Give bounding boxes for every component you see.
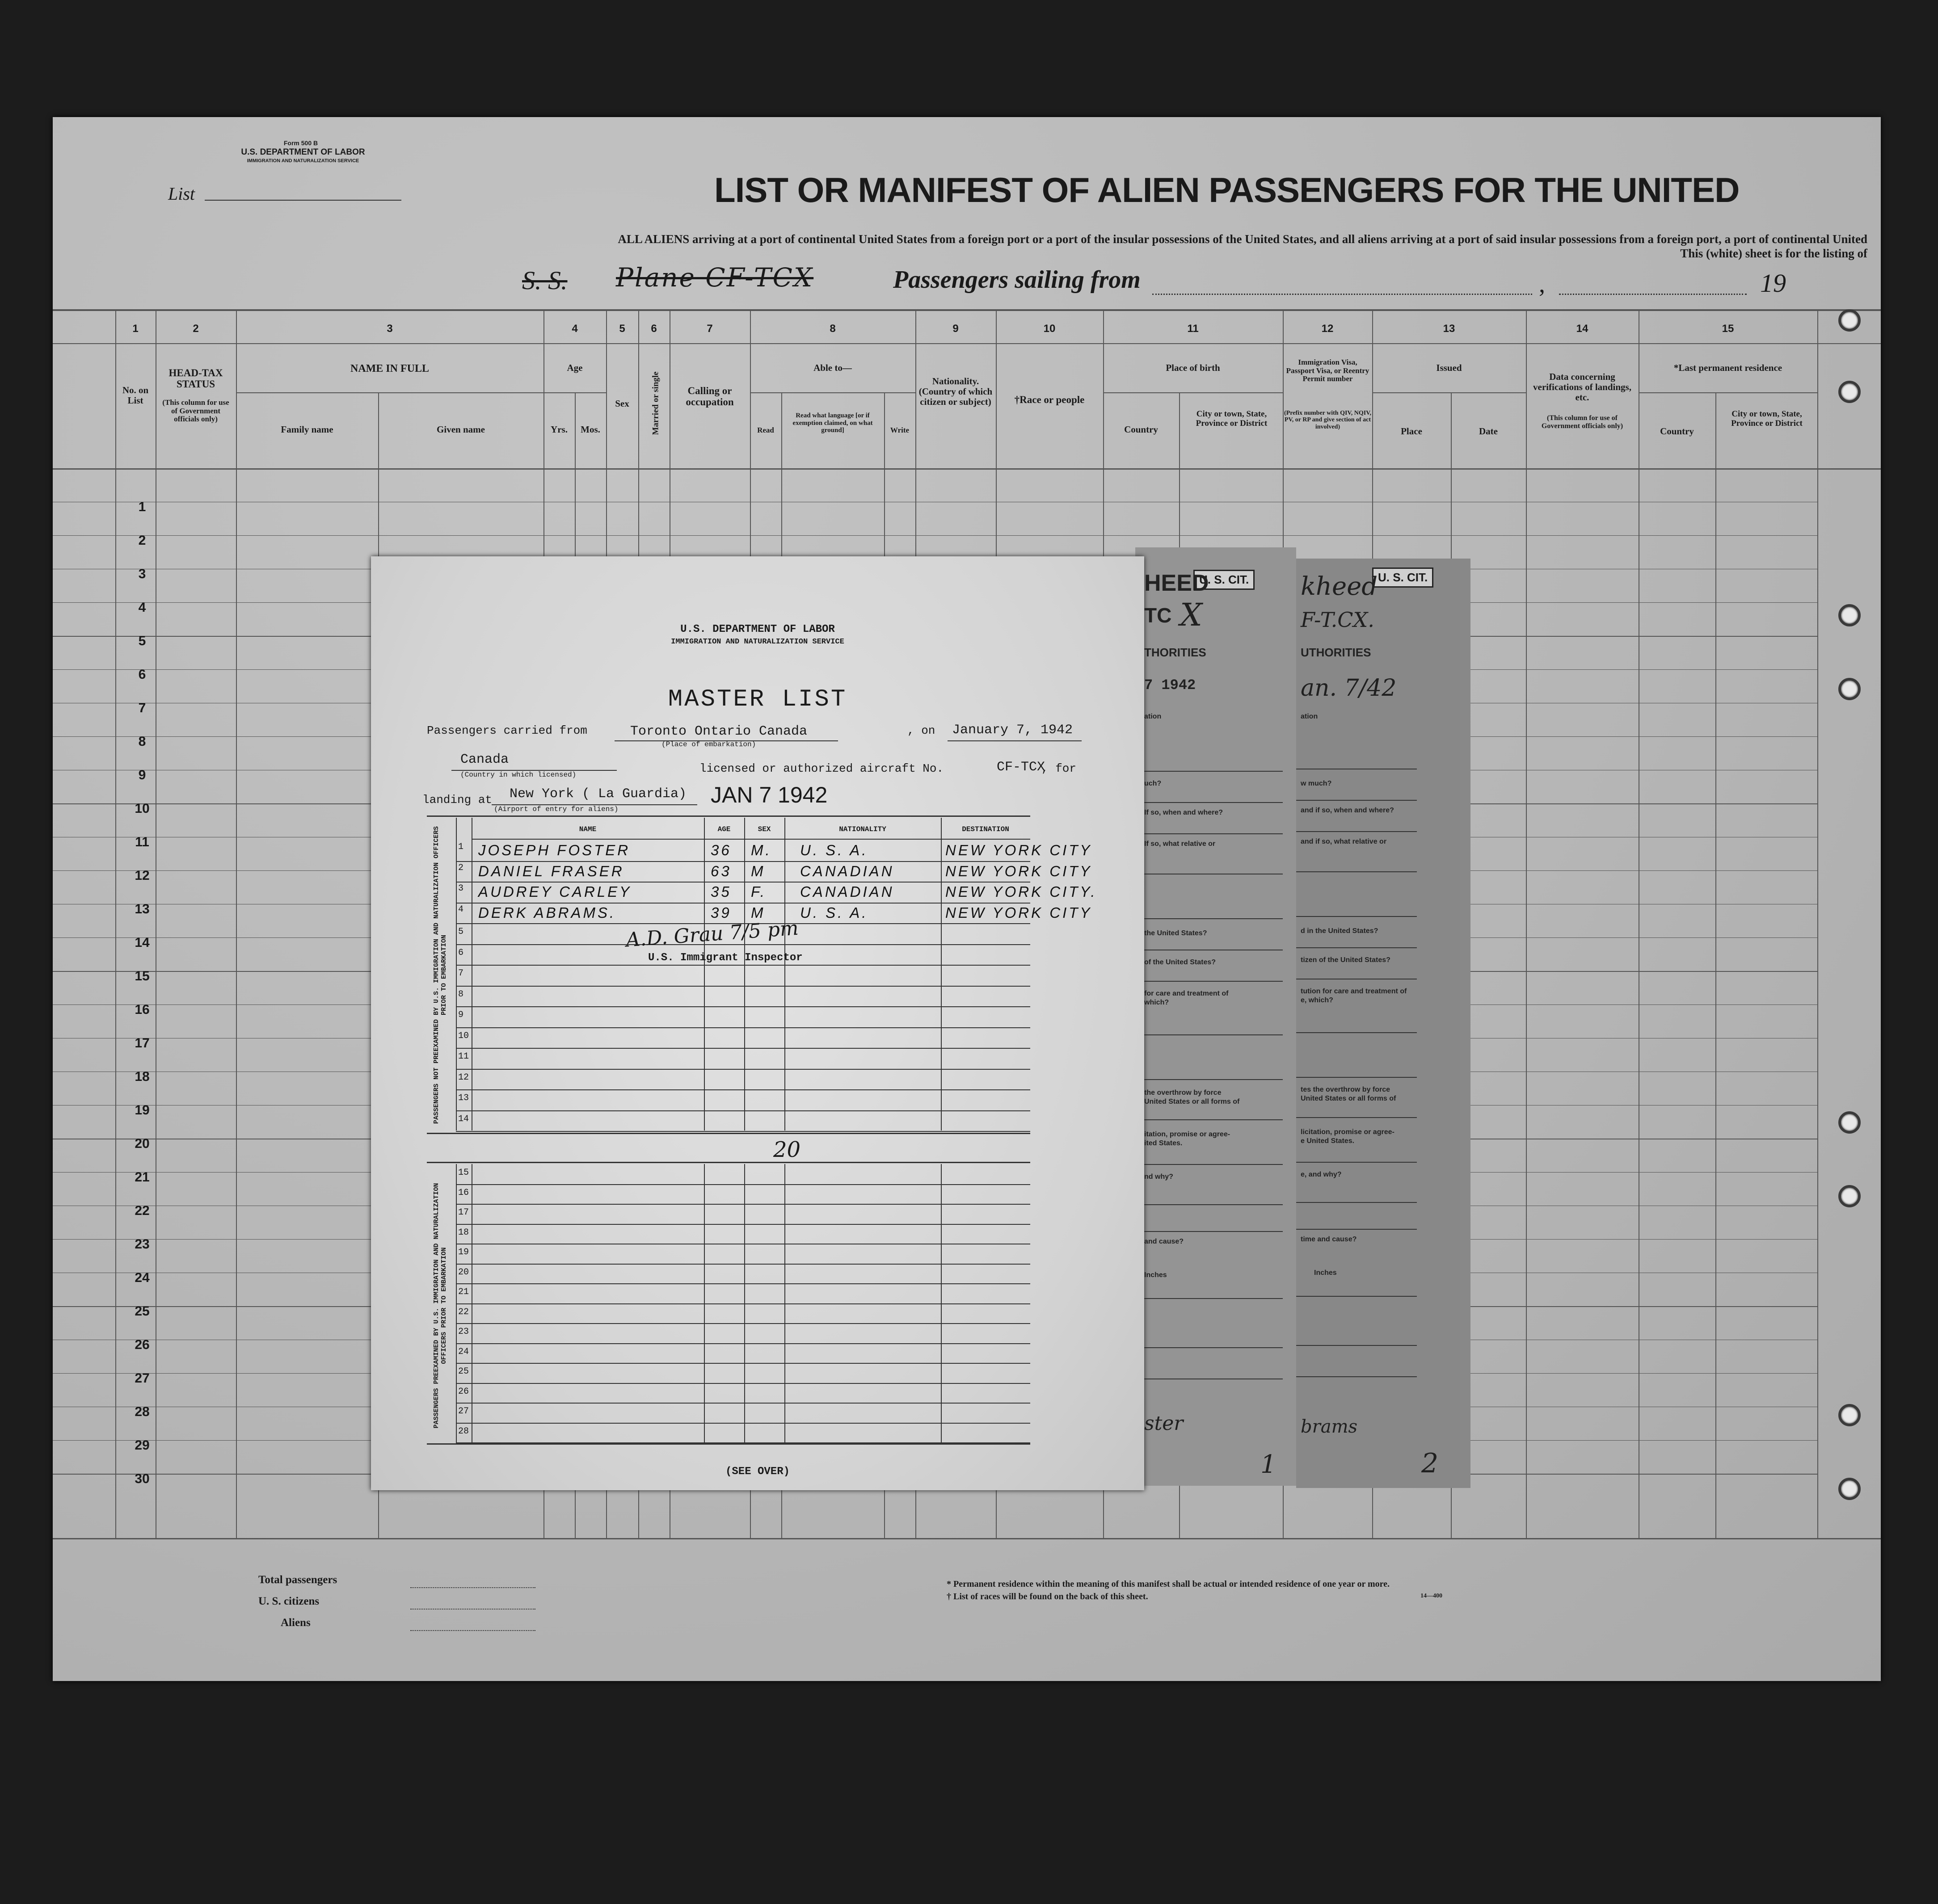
card-question: tution for care and treatment of [1301,988,1407,995]
master-row-number: 21 [458,1287,469,1297]
col-sex-header: SEX [758,825,771,833]
country-caption: (Country in which licensed) [460,771,577,779]
col-destination-header: DESTINATION [962,825,1009,833]
row-number: 4 [138,600,146,615]
row-number: 16 [135,1002,150,1017]
card-question: United States or all forms of [1144,1098,1240,1105]
landing-caption: (Airport of entry for aliens) [494,805,619,813]
card-rule [1296,1162,1417,1163]
footer-aliens-line [410,1630,535,1631]
master-row-rule [456,1383,1030,1384]
us-cit-stamp: U. S. CIT. [1193,570,1255,590]
header-calling: Calling or occupation [686,385,734,408]
row-number: 23 [135,1237,150,1252]
card-question: d in the United States? [1301,927,1378,935]
master-row-rule [456,1363,1030,1364]
card-rule [1296,916,1417,917]
passenger-card-1 [1135,547,1296,1486]
card-question: United States or all forms of [1301,1095,1396,1102]
master-row-number: 20 [458,1267,469,1278]
passenger-sex: M [751,862,766,879]
card-rule [1296,1117,1417,1118]
card-question: ation [1301,713,1318,720]
on-label: , on [907,724,935,737]
card-question: itation, promise or agree- [1144,1131,1230,1138]
row-number: 25 [135,1304,150,1319]
card-rule [1296,871,1417,872]
header-married: Married or single [651,371,661,435]
master-service: IMMIGRATION AND NATURALIZATION SERVICE [671,638,844,646]
card-question: Inches [1314,1269,1337,1277]
card-question: e, which? [1301,996,1333,1004]
card-rule [1135,833,1283,834]
master-row-rule [456,1283,1030,1284]
master-row-number: 27 [458,1406,469,1416]
header-verifications-note: (This column for use of Government officials only) [1541,414,1623,430]
header-birth-city: City or town, State, Province or District [1196,409,1268,428]
passenger-nationality: U. S. A. [800,842,868,858]
footnote-residence: * Permanent residence within the meaning of this manifest shall be actual or intended residence of one year or more. [947,1579,1390,1589]
binder-hole [1838,1111,1861,1134]
card-rule [1296,1376,1417,1377]
residence-subheader-rule [1639,392,1817,393]
row-number: 7 [138,701,146,715]
binder-hole [1838,381,1861,403]
card-question: tizen of the United States? [1301,956,1390,964]
card-authorities-fragment: THORITIES [1144,646,1206,659]
card-signature: brams [1301,1416,1358,1437]
footer-aliens-label: Aliens [281,1617,311,1629]
card-rule [1296,1345,1417,1346]
sailing-date-line [1559,294,1747,295]
passenger-sex: F. [751,883,767,900]
card-question: w much? [1301,780,1332,787]
master-row-rule [456,1442,1030,1443]
binder-hole [1838,678,1861,700]
master-row-rule [456,1264,1030,1265]
row-number: 21 [135,1170,150,1185]
master-row-rule [456,1204,1030,1205]
master-row-number: 14 [458,1114,469,1124]
row-number: 9 [138,768,146,782]
master-row-number: 25 [458,1366,469,1377]
birth-subheader-rule [1103,392,1283,393]
binder-hole [1838,1185,1861,1207]
master-title: MASTER LIST [668,686,847,713]
master-list [371,556,1144,1490]
col-number-8: 8 [830,323,836,335]
card-rule [1296,831,1417,832]
header-read: Read [757,426,774,434]
row-number: 17 [135,1036,150,1051]
row-number: 12 [135,868,150,883]
row-number: 29 [135,1438,150,1453]
card-question: the overthrow by force [1144,1089,1222,1097]
passenger-destination: NEW YORK CITY [945,842,1092,858]
row-number: 13 [135,902,150,916]
master-row-number: 10 [458,1030,469,1041]
passenger-name: AUDREY CARLEY [478,883,632,900]
col-number-11: 11 [1187,323,1199,335]
header-head-tax: HEAD-TAX STATUS [169,367,223,390]
master-row-rule [456,1423,1030,1424]
ss-handwritten: Plane CF-TCX [616,262,814,293]
card-rule [1135,1079,1283,1080]
passenger-sex: M [751,904,766,921]
card-question: If so, when and where? [1144,809,1223,816]
card-question: Inches [1144,1271,1167,1279]
row-number: 22 [135,1203,150,1218]
passenger-nationality: CANADIAN [800,862,894,879]
landing-value: New York ( La Guardia) [510,786,687,802]
row-number: 5 [138,634,146,648]
inspector-title: U.S. Immigrant Inspector [648,952,803,964]
landing-label: landing at [422,793,493,807]
card-plane-fragment: F-T.CX. [1301,608,1374,632]
header-verifications: Data concerning verifications of landings, etc. [1533,371,1631,403]
licensed-label: licensed or authorized aircraft No. [699,762,944,775]
form-number: Form 500 B [283,139,318,147]
row-number: 26 [135,1337,150,1352]
carried-from-value: Toronto Ontario Canada [630,724,808,739]
header-race: †Race or people [1014,394,1085,405]
passenger-nationality: U. S. A. [800,904,868,921]
footer-total-line [410,1587,535,1588]
row-number: 8 [138,734,146,749]
flight-date: January 7, 1942 [952,723,1073,738]
row-number: 27 [135,1371,150,1386]
card-question: uch? [1144,780,1162,787]
master-row-rule [456,986,1030,987]
col-number-4: 4 [572,323,578,335]
passenger-number: 1 [458,842,464,852]
card-question: ited States. [1144,1139,1183,1147]
header-residence: *Last permanent residence [1673,362,1782,373]
master-row-rule [456,1006,1030,1007]
card-rule [1135,981,1283,982]
row-number: 20 [135,1136,150,1151]
card-question: If so, what relative or [1144,840,1216,848]
for-label: , for [1041,762,1077,775]
card-question: time and cause? [1301,1236,1357,1243]
passenger-age: 35 [711,883,732,900]
col-number-1: 1 [132,323,139,335]
master-row-rule [456,1184,1030,1185]
card-rule [1135,918,1283,919]
card-rule [1296,800,1417,801]
col-number-12: 12 [1321,323,1334,335]
row-number: 1 [138,500,146,514]
master-rows [371,556,1144,1490]
row-number: 10 [135,801,150,816]
card-rule [1135,1231,1283,1232]
row-number: 15 [135,969,150,984]
header-write: Write [890,426,910,434]
us-cit-stamp: U. S. CIT. [1372,567,1433,588]
header-no-on-list: No. on List [122,385,149,406]
master-row-number: 5 [458,927,464,937]
row-number: 28 [135,1404,150,1419]
col-number-3: 3 [387,323,393,335]
card-check-mark: X [1180,597,1202,633]
card-airline-fragment: HEED [1144,570,1209,596]
card-rule [1296,947,1417,948]
master-row-rule [456,1110,1030,1111]
passenger-number: 4 [458,904,464,915]
card-signature: ster [1144,1412,1184,1435]
col-age-header: AGE [717,825,731,833]
binder-hole [1838,309,1861,332]
row-number: 11 [135,835,149,849]
header-sex: Sex [615,398,629,409]
card-rule [1296,1077,1417,1078]
col-name-header: NAME [579,825,597,833]
master-row-rule [456,1323,1030,1324]
name-subheader-rule [236,392,543,393]
row-number: 30 [135,1471,150,1486]
master-row-rule [456,1403,1030,1404]
aircraft-number: CF-TCX [997,760,1045,775]
card-rule [1135,1204,1283,1205]
master-row-number: 11 [458,1051,469,1062]
sailing-comma: , [1539,270,1545,298]
row-number: 18 [135,1069,150,1084]
master-row-rule [456,1343,1030,1344]
header-visa: Immigration Visa, Passport Visa, or Reentry Permit number [1286,358,1369,383]
card-rule [1135,802,1283,803]
master-row-rule [456,1069,1030,1070]
ss-label: S. S. [522,266,568,295]
card-rule [1135,771,1283,772]
col-number-13: 13 [1443,323,1455,335]
passenger-age: 63 [711,862,732,879]
header-nationality: Nationality. (Country of which citizen or subject) [918,376,993,408]
card-question: and if so, what relative or [1301,838,1387,845]
header-age: Age [567,362,583,373]
master-row-rule [456,882,1030,883]
able-subheader-rule [750,392,915,393]
row-number: 24 [135,1270,150,1285]
grid-number-rule [53,343,1881,344]
row-number: 14 [135,935,150,950]
master-row-rule [456,965,1030,966]
header-issued-place: Place [1401,426,1422,437]
header-read-language: Read what language [or if exemption claimed, on what ground] [792,412,873,434]
card-number: 2 [1421,1448,1439,1479]
master-row-number: 6 [458,947,464,958]
header-place-of-birth: Place of birth [1166,362,1220,373]
col-number-10: 10 [1043,323,1056,335]
col-number-9: 9 [952,323,959,335]
card-question: and if so, when and where? [1301,807,1394,814]
passenger-destination: NEW YORK CITY. [945,883,1097,900]
manifest-subtitle-2: This (white) sheet is for the listing of [1680,247,1867,260]
card-rule [1135,1034,1283,1035]
side-caption-preexamined: PASSENGERS PREEXAMINED BY U.S. IMMIGRATION AND NATURALIZATION OFFICERS PRIOR TO EMBARKATION [433,1183,448,1429]
card-rule [1296,1296,1417,1297]
passenger-sex: M. [751,842,772,858]
master-row-number: 15 [458,1168,469,1178]
list-label: List [168,184,195,204]
card-question: licitation, promise or agree- [1301,1128,1395,1136]
col-number-6: 6 [651,323,657,335]
master-row-number: 8 [458,989,464,1000]
master-row-number: 9 [458,1010,464,1020]
year-prefix: 19 [1760,269,1786,298]
page-number: 20 [773,1137,801,1162]
row-rule [53,535,1817,536]
footer-citizens-line [410,1609,535,1610]
received-date-stamp: JAN 7 1942 [711,782,828,807]
country-value: Canada [460,752,509,767]
row-number: 6 [138,667,146,682]
passenger-number: 2 [458,862,464,873]
master-row-number: 18 [458,1227,469,1238]
card-date-fragment: 7 1942 [1144,677,1196,694]
master-row-rule [456,903,1030,904]
sailing-line [1152,294,1532,295]
card-question: the United States? [1144,929,1207,937]
card-question: of the United States? [1144,958,1216,966]
master-department: U.S. DEPARTMENT OF LABOR [680,623,835,635]
header-visa-note: (Prefix number with QIV, NQIV, PV, or RP and give section of act involved) [1284,410,1371,430]
header-head-tax-note: (This column for use of Government officials only) [162,398,229,424]
header-mos: Mos. [581,424,600,435]
master-row-rule [456,1224,1030,1225]
passenger-name: DERK ABRAMS. [478,904,616,921]
card-plane-fragment: TC [1144,604,1172,627]
master-row-rule [456,1131,1030,1132]
header-family-name: Family name [281,424,333,435]
footer-total-label: Total passengers [258,1574,337,1586]
master-row-number: 22 [458,1307,469,1317]
card-number: 1 [1260,1450,1277,1479]
master-row-number: 12 [458,1072,469,1083]
card-date-fragment: an. 7/42 [1301,675,1397,702]
master-row-number: 24 [458,1346,469,1357]
card-question: and cause? [1144,1238,1184,1245]
master-row-rule [456,944,1030,945]
card-question: e United States. [1301,1137,1355,1145]
header-yrs: Yrs. [551,424,568,435]
place-of-embarkation-caption: (Place of embarkation) [661,740,756,748]
header-res-city: City or town, State, Province or District [1731,409,1803,428]
card-rule [1135,1119,1283,1120]
issued-subheader-rule [1372,392,1526,393]
header-birth-country: Country [1124,424,1158,435]
header-issued-date: Date [1479,426,1498,437]
manifest-title: LIST OR MANIFEST OF ALIEN PASSENGERS FOR THE UNITED [714,170,1740,210]
carried-from-label: Passengers carried from [427,724,587,737]
master-row-number: 16 [458,1187,469,1198]
card-rule [1296,1229,1417,1230]
master-row-number: 28 [458,1426,469,1437]
master-row-number: 23 [458,1327,469,1337]
master-row-number: 26 [458,1386,469,1397]
header-given-name: Given name [437,424,485,435]
footer-citizens-label: U. S. citizens [258,1595,320,1607]
row-rule [53,468,1817,469]
col-number-2: 2 [193,323,199,335]
card-question: which? [1144,999,1169,1006]
col-number-7: 7 [707,323,713,335]
sailing-label: Passengers sailing from [893,266,1141,294]
side-caption-not-preexamined: PASSENGERS NOT PREEXAMINED BY U.S. IMMIGRATION AND NATURALIZATION OFFICERS PRIOR TO EMBARKATION [433,826,448,1124]
row-number: 2 [138,533,146,548]
binder-hole [1838,1404,1861,1426]
row-number: 3 [138,567,146,581]
passenger-destination: NEW YORK CITY [945,904,1092,921]
master-row-rule [456,1303,1030,1304]
manifest-subtitle: ALL ALIENS arriving at a port of continental United States from a foreign port or a port of the insular possessions of the United States, and all aliens arriving at a port of said insular possessions from a foreign port, a port of continental United [618,232,1867,246]
header-res-country: Country [1660,426,1694,437]
passenger-age: 36 [711,842,732,858]
passenger-name: JOSEPH FOSTER [478,842,631,858]
card-question: ation [1144,713,1162,720]
footnote-races: † List of races will be found on the back of this sheet. [947,1592,1148,1601]
service-heading: IMMIGRATION AND NATURALIZATION SERVICE [247,158,359,164]
master-row-number: 17 [458,1207,469,1218]
col-number-5: 5 [619,323,625,335]
card-rule [1296,1202,1417,1203]
card-authorities-fragment: UTHORITIES [1301,646,1371,659]
master-row-number: 7 [458,968,464,979]
header-able-to: Able to— [813,362,852,373]
passenger-card-2 [1296,559,1470,1488]
master-row-number: 13 [458,1093,469,1103]
passenger-number: 3 [458,883,464,894]
col-number-14: 14 [1576,323,1588,335]
card-rule [1135,1164,1283,1165]
passenger-age: 39 [711,904,732,921]
master-row-rule [456,1048,1030,1049]
see-over: (SEE OVER) [725,1466,790,1478]
master-row-rule [456,1089,1030,1090]
card-question: nd why? [1144,1173,1173,1181]
col-number-15: 15 [1722,323,1734,335]
department-heading: U.S. DEPARTMENT OF LABOR [241,147,365,157]
inspector-signature: A.D. Grau 7/5 pm [625,916,800,952]
card-question: for care and treatment of [1144,990,1229,997]
footer-form-code: 14—400 [1420,1593,1442,1599]
passenger-name: DANIEL FRASER [478,862,624,879]
row-number: 19 [135,1103,150,1118]
passenger-destination: NEW YORK CITY [945,862,1092,879]
grid-top-rule [53,309,1881,311]
card-rule [1135,1347,1283,1348]
card-question: tes the overthrow by force [1301,1086,1390,1093]
binder-hole [1838,1478,1861,1500]
card-rule [1296,1032,1417,1033]
passenger-nationality: CANADIAN [800,883,894,900]
binder-hole [1838,604,1861,626]
header-issued: Issued [1436,362,1462,373]
card-rule [1135,1298,1283,1299]
master-row-rule [456,1027,1030,1028]
master-row-number: 19 [458,1247,469,1257]
header-name-in-full: NAME IN FULL [350,363,429,374]
master-row-rule [456,861,1030,862]
grid-bottom-rule [53,1538,1881,1539]
col-nationality-header: NATIONALITY [839,825,886,833]
card-question: e, and why? [1301,1171,1342,1178]
card-airline-fragment: kheed [1301,572,1378,601]
list-line [205,200,401,201]
